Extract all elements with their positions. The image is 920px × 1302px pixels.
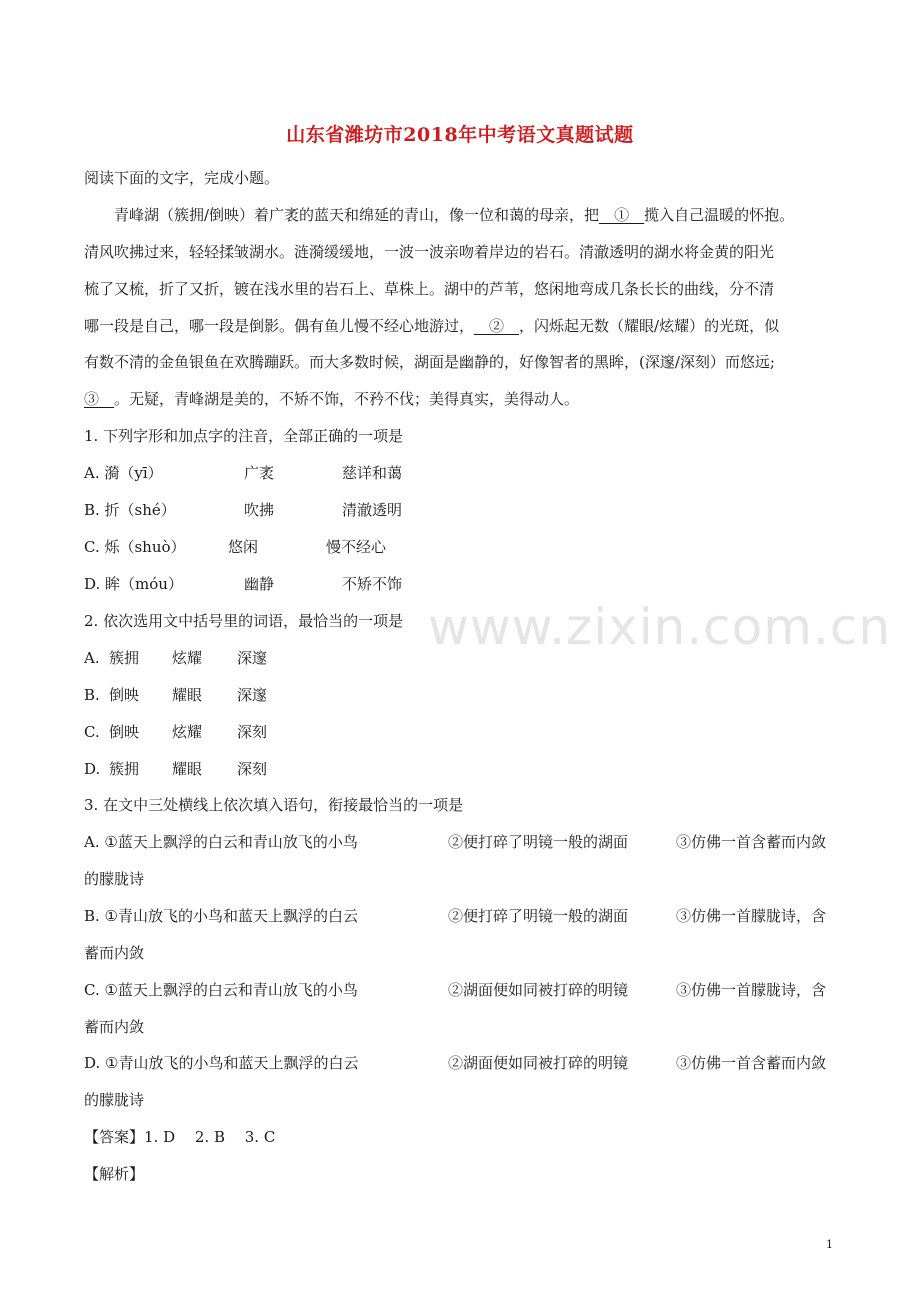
option-label: C. 烁（shuò） <box>84 538 186 556</box>
option-text: D. ①青山放飞的小鸟和蓝天上飘浮的白云 <box>84 1054 359 1072</box>
option-label: D. 眸（móu） <box>84 575 183 593</box>
q3-option-b-cont: 蓄而内敛 <box>84 944 145 962</box>
q3-option-c-cont: 蓄而内敛 <box>84 1018 145 1036</box>
option-word: 慈详和蔼 <box>342 464 403 482</box>
passage-text: 青峰湖（簇拥/倒映）着广袤的蓝天和绵延的青山，像一位和蔼的母亲，把 <box>114 206 600 224</box>
q1-option-b <box>84 500 484 520</box>
blank-3: ③__ <box>84 390 115 408</box>
q3-option-d-cont: 的朦胧诗 <box>84 1091 145 1109</box>
q2-option-d <box>84 759 344 779</box>
option-text: ③仿佛一首朦胧诗，含 <box>676 981 827 999</box>
page-title: 山东省潍坊市2018年中考语文真题试题 <box>286 124 634 146</box>
option-word: 幽静 <box>244 575 275 593</box>
passage-line-6 <box>84 389 579 409</box>
option-word: 不矫不饰 <box>342 575 403 593</box>
option-text: B. ①青山放飞的小鸟和蓝天上飘浮的白云 <box>84 907 359 925</box>
option-word: 炫耀 <box>172 723 203 741</box>
option-word: 广袤 <box>244 464 275 482</box>
option-word: 炫耀 <box>172 649 203 667</box>
option-word: 悠闲 <box>228 538 259 556</box>
blank-1: __①__ <box>599 206 645 224</box>
option-text: ②便打碎了明镜一般的湖面 <box>448 907 629 925</box>
q2-option-c <box>84 722 344 742</box>
option-label: B. 折（shé） <box>84 501 176 519</box>
question-3-stem: 3. 在文中三处横线上依次填入语句，衔接最恰当的一项是 <box>84 796 464 814</box>
analysis-heading: 【解析】 <box>84 1165 145 1183</box>
option-word: 深邃 <box>237 686 268 704</box>
intro-text: 阅读下面的文字，完成小题。 <box>84 169 280 187</box>
option-label: A. 漪（yī） <box>84 464 163 482</box>
option-word: 深刻 <box>237 723 268 741</box>
q1-option-a <box>84 463 484 483</box>
passage-line-3: 梳了又梳，折了又折，镀在浅水里的岩石上、草株上。湖中的芦苇，悠闲地弯成几条长长的曲线，分不清 <box>84 280 775 298</box>
option-word: 慢不经心 <box>326 538 387 556</box>
blank-2: __②__ <box>474 317 520 335</box>
q2-option-a <box>84 648 344 668</box>
option-word: 簇拥 <box>109 760 140 778</box>
passage-line-4 <box>84 316 779 336</box>
passage-text: 哪一段是自己，哪一段是倒影。偶有鱼儿慢不经心地游过， <box>84 317 475 335</box>
option-text: ③仿佛一首含蓄而内敛 <box>676 833 827 851</box>
q3-option-d <box>84 1053 844 1073</box>
question-2-stem: 2. 依次选用文中括号里的词语，最恰当的一项是 <box>84 612 404 630</box>
q3-option-b <box>84 906 844 926</box>
option-text: ③仿佛一首含蓄而内敛 <box>676 1054 827 1072</box>
q3-option-c <box>84 980 844 1000</box>
watermark: www.zixin.com.cn <box>428 598 892 656</box>
option-text: C. ①蓝天上飘浮的白云和青山放飞的小鸟 <box>84 981 358 999</box>
option-text: ②便打碎了明镜一般的湖面 <box>448 833 629 851</box>
q2-option-b <box>84 685 344 705</box>
option-word: 清澈透明 <box>342 501 403 519</box>
q1-option-d <box>84 574 484 594</box>
option-text: A. ①蓝天上飘浮的白云和青山放飞的小鸟 <box>84 833 358 851</box>
option-word: 耀眼 <box>172 686 203 704</box>
q3-option-a <box>84 832 844 852</box>
q1-option-c <box>84 537 484 557</box>
option-label: C. <box>84 723 100 741</box>
passage-text: 。无疑，青峰湖是美的，不矫不饰，不矜不伐；美得真实，美得动人。 <box>114 390 580 408</box>
question-1-stem: 1. 下列字形和加点字的注音，全部正确的一项是 <box>84 427 404 445</box>
option-word: 耀眼 <box>172 760 203 778</box>
option-word: 倒映 <box>109 723 140 741</box>
option-label: B. <box>84 686 100 704</box>
passage-text: ，闪烁起无数（耀眼/炫耀）的光斑，似 <box>519 317 780 335</box>
option-word: 簇拥 <box>109 649 140 667</box>
page-number: 1 <box>826 1238 833 1251</box>
option-text: ③仿佛一首朦胧诗，含 <box>676 907 827 925</box>
passage-line-1 <box>84 205 794 225</box>
option-word: 深邃 <box>237 649 268 667</box>
passage-line-5: 有数不清的金鱼银鱼在欢腾蹦跃。而大多数时候，湖面是幽静的，好像智者的黑眸，(深邃/深刻）而悠远; <box>84 353 775 371</box>
option-word: 倒映 <box>109 686 140 704</box>
option-label: D. <box>84 760 101 778</box>
option-text: ②湖面便如同被打碎的明镜 <box>448 981 629 999</box>
option-word: 深刻 <box>237 760 268 778</box>
answer-line: 【答案】1. D 2. B 3. C <box>84 1128 276 1146</box>
q3-option-a-cont: 的朦胧诗 <box>84 870 145 888</box>
option-text: ②湖面便如同被打碎的明镜 <box>448 1054 629 1072</box>
passage-line-2: 清风吹拂过来，轻轻揉皱湖水。涟漪缓缓地，一波一波亲吻着岸边的岩石。清澈透明的湖水将金黄的阳光 <box>84 243 775 261</box>
option-word: 吹拂 <box>244 501 275 519</box>
option-label: A. <box>84 649 100 667</box>
passage-text: 揽入自己温暖的怀抱。 <box>644 206 795 224</box>
